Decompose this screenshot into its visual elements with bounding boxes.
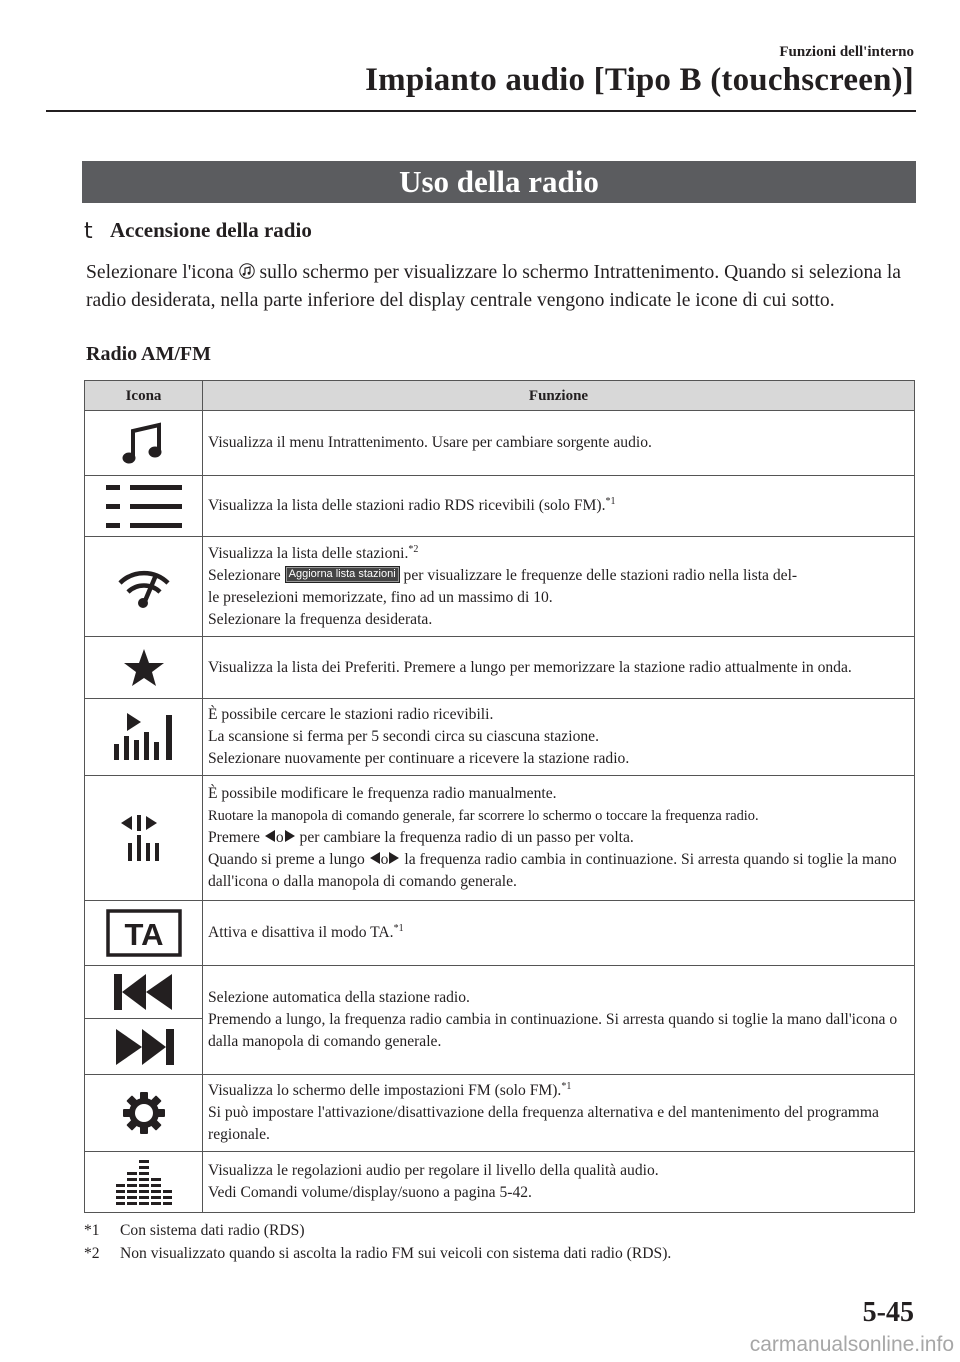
function-text: o <box>275 829 284 846</box>
function-cell <box>203 776 915 901</box>
icon-cell <box>85 537 203 637</box>
icon-cell <box>85 476 203 537</box>
icon-cell <box>85 776 203 901</box>
manual-tune-icon <box>118 813 170 863</box>
antenna-signal-icon <box>114 563 174 611</box>
seek-forward-icon <box>112 1027 176 1067</box>
footnote-text: Con sistema dati radio (RDS) <box>120 1222 305 1239</box>
function-text: La scansione si ferma per 5 secondi circa su ciascuna stazione. <box>208 728 599 745</box>
watermark: carmanualsonline.info <box>749 1333 954 1356</box>
ta-icon-text: TA <box>123 917 164 952</box>
gear-icon <box>122 1091 166 1135</box>
footnote-2 <box>84 1245 671 1263</box>
function-text: Premendo a lungo, la frequenza radio cambia in continuazione. Si arresta quando si toglie la mano dall'icona o dalla manopola di comando generale. <box>208 1011 898 1050</box>
intro-text-end: sullo schermo per visualizzare lo schermo Intrattenimento. Quando si seleziona la radio desiderata, nella parte inferiore del display centrale vengono indicate le icone di cui sotto. <box>86 262 901 311</box>
function-text: Quando si preme a lungo <box>208 851 369 868</box>
function-text: È possibile modificare le frequenza radio manualmente. <box>208 785 557 802</box>
table-row <box>85 966 915 1075</box>
entertainment-icon <box>239 263 255 279</box>
section-header: Impianto audio [Tipo B (touchscreen)] <box>365 62 914 98</box>
function-text: Selezione automatica della stazione radio. <box>208 989 470 1006</box>
footnote-mark: *1 <box>84 1222 100 1239</box>
triangle-left-icon <box>264 829 276 843</box>
column-header-icon: Icona <box>85 381 203 411</box>
function-cell: Visualizza la lista dei Preferiti. Premere a lungo per memorizzare la stazione radio attualmente in onda. <box>203 637 915 699</box>
function-text: È possibile cercare le stazioni radio ricevibili. <box>208 706 494 723</box>
function-text: Premere <box>208 829 264 846</box>
footnote-1 <box>84 1222 305 1240</box>
function-text: Attiva e disattiva il modo TA. <box>208 924 394 941</box>
header-rule <box>46 110 916 112</box>
table-row <box>85 476 915 537</box>
music-note-icon <box>119 418 169 468</box>
subsection-title: Accensione della radio <box>110 218 312 242</box>
table-row <box>85 537 915 637</box>
table-row <box>85 1075 915 1152</box>
function-cell <box>203 966 915 1075</box>
icon-cell <box>85 966 203 1075</box>
seek-forward-cell <box>85 1019 202 1074</box>
intro-text-start: Selezionare l'icona <box>86 262 239 283</box>
star-icon <box>123 648 165 688</box>
function-text: per cambiare la frequenza radio di un passo per volta. <box>295 829 634 846</box>
function-text: Ruotare la manopola di comando generale, far scorrere lo schermo o toccare la frequenza radio. <box>208 808 759 824</box>
function-text: per visualizzare le frequenze delle stazioni radio nella lista del- <box>399 566 798 584</box>
function-cell: Visualizza il menu Intrattenimento. Usare per cambiare sorgente audio. <box>203 411 915 476</box>
function-text: Selezionare la frequenza desiderata. <box>208 610 433 628</box>
table-row <box>85 411 915 476</box>
function-cell <box>203 1075 915 1152</box>
table-row <box>85 901 915 966</box>
footnote-ref: *1 <box>605 496 616 507</box>
icon-cell <box>85 1152 203 1213</box>
station-list-icon <box>104 482 184 530</box>
scan-icon <box>112 712 176 762</box>
section-banner: Uso della radio <box>82 161 916 203</box>
footnote-ref: *1 <box>561 1081 572 1092</box>
icon-cell <box>85 411 203 476</box>
icon-cell <box>85 637 203 699</box>
radio-amfm-title: Radio AM/FM <box>86 343 211 365</box>
icon-cell <box>85 901 203 966</box>
function-cell <box>203 1152 915 1213</box>
function-text: Visualizza la lista delle stazioni radio RDS ricevibili (solo FM). <box>208 497 606 514</box>
function-cell <box>203 699 915 776</box>
page-number: 5-45 <box>862 1297 914 1328</box>
function-text: la frequenza radio cambia in continuazione. Si arresta quando si toglie la mano dall'icona o dalla manopola di comando generale. <box>208 851 897 890</box>
table-row <box>85 1152 915 1213</box>
function-text: Visualizza la lista delle stazioni. <box>208 544 409 562</box>
footnote-mark: *2 <box>84 1245 100 1262</box>
function-cell <box>203 476 915 537</box>
update-station-list-button: Aggiorna lista stazioni <box>285 566 400 583</box>
footnote-ref: *1 <box>393 923 404 934</box>
table-row <box>85 699 915 776</box>
intro-paragraph <box>86 259 916 315</box>
function-text: Visualizza lo schermo delle impostazioni FM (solo FM). <box>208 1082 562 1099</box>
function-text: Selezionare nuovamente per continuare a ricevere la stazione radio. <box>208 750 630 767</box>
function-text: Si può impostare l'attivazione/disattivazione della frequenza alternativa e del mantenimento del programma regionale. <box>208 1104 879 1143</box>
column-header-function: Funzione <box>203 381 915 411</box>
footnote-text: Non visualizzato quando si ascolta la radio FM sui veicoli con sistema dati radio (RDS). <box>120 1245 672 1262</box>
function-text: Selezionare <box>208 566 285 584</box>
subsection-bullet: t <box>84 219 93 244</box>
function-text: Visualizza le regolazioni audio per regolare il livello della qualità audio. <box>208 1162 659 1179</box>
chapter-header: Funzioni dell'interno <box>779 44 914 60</box>
triangle-right-icon <box>284 829 296 843</box>
icon-cell <box>85 699 203 776</box>
function-text: o <box>380 851 389 868</box>
seek-back-cell <box>85 966 202 1019</box>
triangle-right-icon <box>388 851 400 865</box>
icon-function-table <box>84 380 915 1213</box>
ta-icon <box>106 909 182 957</box>
table-header-row <box>85 381 915 411</box>
function-cell <box>203 537 915 637</box>
triangle-left-icon <box>369 851 381 865</box>
function-cell <box>203 901 915 966</box>
icon-cell <box>85 1075 203 1152</box>
table-row <box>85 776 915 901</box>
equalizer-icon <box>116 1158 172 1206</box>
function-text: Vedi Comandi volume/display/suono a pagina 5-42. <box>208 1184 532 1201</box>
seek-back-icon <box>112 972 176 1012</box>
table-row <box>85 637 915 699</box>
footnote-ref: *2 <box>408 543 419 555</box>
function-text: le preselezioni memorizzate, fino ad un massimo di 10. <box>208 588 553 606</box>
